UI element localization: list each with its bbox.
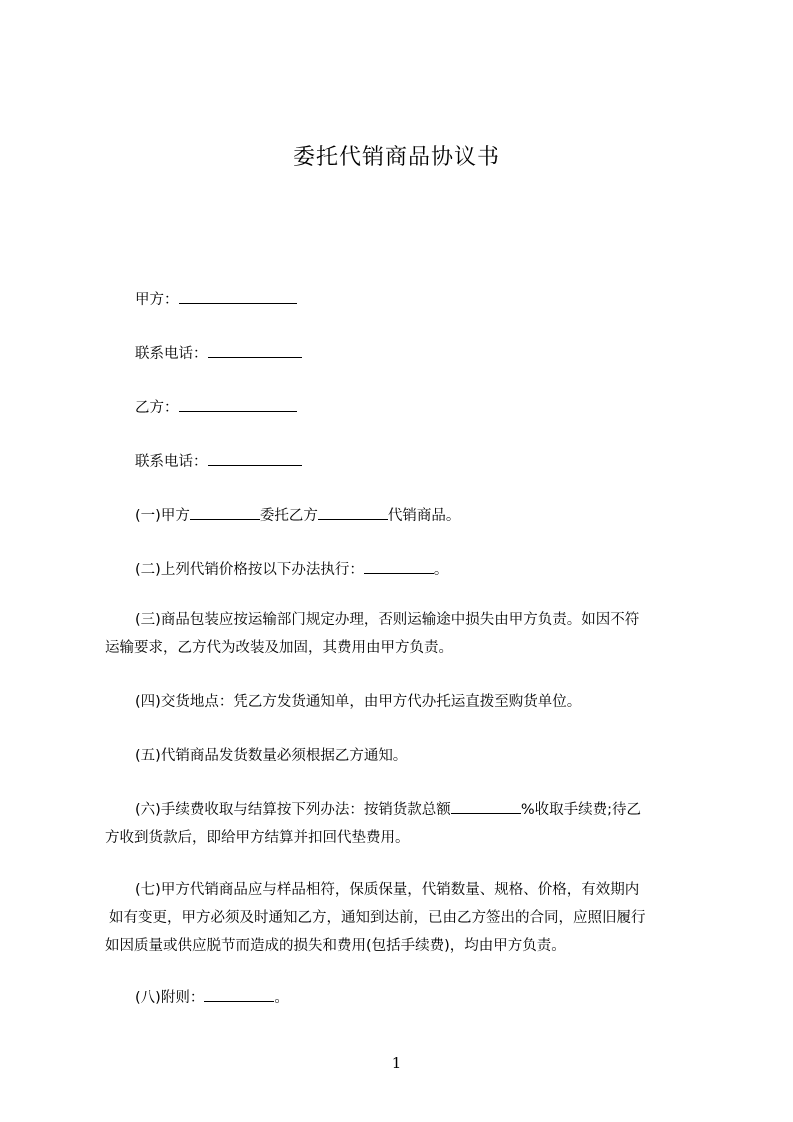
clause-2 [105,556,735,584]
clause-5: (五)代销商品发货数量必须根据乙方通知。 [135,748,408,764]
phone-b-line [105,448,735,476]
clause-4: (四)交货地点：凭乙方发货通知单，由甲方代办托运直拨至购货单位。 [135,694,582,710]
clause-7-line-2: 如有变更，甲方必须及时通知乙方，通知到达前，已由乙方签出的合同，应照旧履行 [109,910,646,926]
phone-a-blank [208,341,302,358]
party-b-blank [179,395,297,412]
phone-b-label: 联系电话： [135,454,208,470]
clause-6-line-2: 方收到货款后，即给甲方结算并扣回代垫费用。 [105,830,410,846]
phone-a-line [105,340,735,368]
clause-7-line-1: (七)甲方代销商品应与样品相符，保质保量，代销数量、规格、价格，有效期内 [135,882,640,898]
phone-a-label: 联系电话： [135,346,208,362]
clause-8 [105,984,735,1012]
party-b-label: 乙方： [135,400,179,416]
party-a-blank [179,287,297,304]
clause-8-blank [204,985,274,1002]
clause-2-blank [364,557,434,574]
page-number: 1 [391,1054,402,1072]
party-b-line [105,394,735,422]
clause-8-text-a: (八)附则： [135,990,205,1006]
clause-1-text-b: 委托乙方 [259,508,318,524]
clause-3-line-1: (三)商品包装应按运输部门规定办理，否则运输途中损失由甲方负责。如因不符 [135,612,640,628]
clause-6-line-1 [105,796,735,824]
clause-1-text-a: (一)甲方 [135,508,190,524]
clause-1 [105,502,735,530]
clause-1-text-c: 代销商品。 [387,508,461,524]
clause-1-blank-a [190,503,260,520]
clause-6-blank [451,797,521,814]
phone-b-blank [208,449,302,466]
party-a-label: 甲方： [135,292,179,308]
clause-7-line-3: 如因质量或供应脱节而造成的损失和费用(包括手续费)，均由甲方负责。 [105,938,566,954]
clause-2-text-a: (二)上列代销价格按以下办法执行： [135,562,364,578]
clause-1-blank-b [318,503,388,520]
document-title: 委托代销商品协议书 [292,145,500,170]
clause-6-text-a: (六)手续费收取与结算按下列办法：按销货款总额 [135,802,451,818]
clause-3-line-2: 运输要求，乙方代为改装及加固，其费用由甲方负责。 [105,640,453,656]
clause-2-text-b: 。 [433,562,449,578]
party-a-line [105,286,735,314]
clause-6-text-b: %收取手续费;待乙 [520,802,641,818]
clause-8-text-b: 。 [274,990,289,1006]
